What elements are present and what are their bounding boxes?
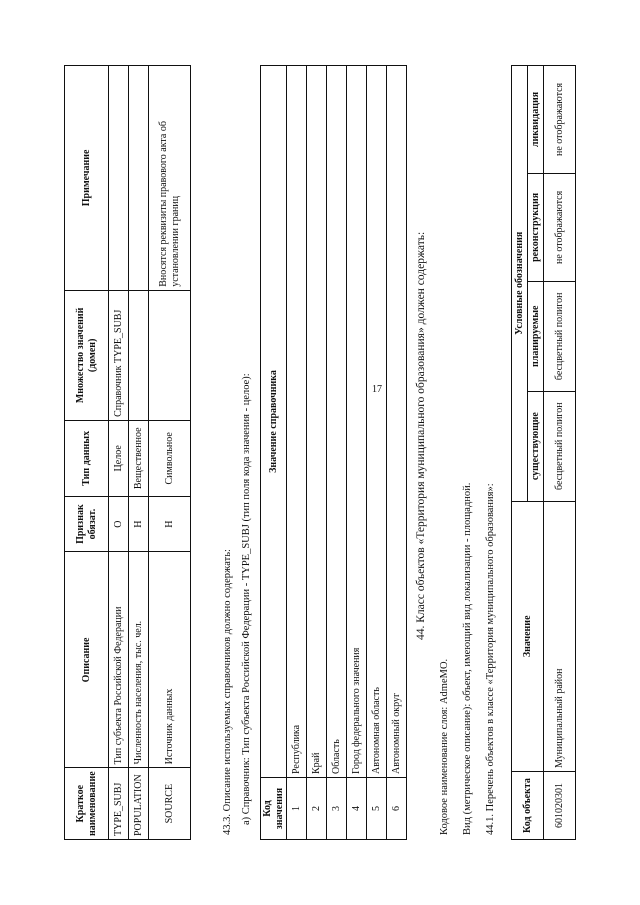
- code-layer-text: Кодовое наименование слоя: AdmeMO.: [439, 658, 450, 835]
- table-cell: Область: [327, 66, 347, 778]
- header-cell: Тип данных: [65, 420, 109, 496]
- table-cell: 601020301: [544, 772, 576, 840]
- header-cell: ликвидация: [528, 66, 544, 174]
- table-cell: Автономный округ: [387, 66, 407, 778]
- reference-table: [260, 65, 407, 840]
- table-cell: Символьное: [149, 420, 191, 496]
- table-cell: Муниципальный район: [544, 501, 576, 771]
- table-cell: Целое: [109, 420, 129, 496]
- header-cell: Примечание: [65, 66, 109, 291]
- geometry-type-text: Вид (метрическое описание): объект, имеющий вид локализации - площадной.: [462, 482, 473, 835]
- header-cell: существующие: [528, 391, 544, 501]
- table-cell: 5: [367, 778, 387, 840]
- section-44-heading: 44. Класс объектов «Территория муниципального образования» должен содержать:: [415, 231, 427, 640]
- table-row: [544, 66, 576, 840]
- table-cell: 3: [327, 778, 347, 840]
- attributes-table: [64, 65, 191, 840]
- table-cell: Край: [307, 66, 327, 778]
- section-44-1: 44.1. Перечень объектов в классе «Территория муниципального образования»:: [485, 483, 496, 835]
- table-cell: 4: [347, 778, 367, 840]
- table-cell: TYPE_SUBJ: [109, 768, 129, 840]
- section-43-3: 43.3. Описание используемых справочников должно содержать:: [222, 549, 233, 835]
- header-cell: Значение: [512, 501, 544, 771]
- table-row: [109, 66, 129, 840]
- rotated-content: [64, 60, 576, 840]
- table-cell: 1: [287, 778, 307, 840]
- reference-header-row: [261, 66, 287, 840]
- reference-a-caption: а) Справочник: Тип субъекта Российской Федерации - TYPE_SUBJ (тип поля кода значения - целое):: [241, 373, 252, 825]
- table-cell: Республика: [287, 66, 307, 778]
- table-cell: не отображаются: [544, 173, 576, 281]
- table-cell: [109, 66, 129, 291]
- table-cell: [149, 290, 191, 420]
- table-cell: Вносятся реквизиты правового акта об установлении границ: [149, 66, 191, 291]
- table-cell: Численность населения, тыс. чел.: [129, 552, 149, 768]
- table-cell: О: [109, 496, 129, 552]
- header-cell: Краткое наименование: [65, 768, 109, 840]
- header-cell: Значение справочника: [261, 66, 287, 778]
- table-cell: Справочник TYPE_SUBJ: [109, 290, 129, 420]
- table-row: [367, 66, 387, 840]
- table-row: [287, 66, 307, 840]
- objects-table: [511, 65, 576, 840]
- table-cell: [129, 290, 149, 420]
- table-cell: Автономная область: [367, 66, 387, 778]
- table-row: [347, 66, 367, 840]
- objects-header-row: [512, 66, 528, 840]
- table-cell: SOURCE: [149, 768, 191, 840]
- header-cell: Код значения: [261, 778, 287, 840]
- header-cell: Описание: [65, 552, 109, 768]
- header-cell: Признак обязат.: [65, 496, 109, 552]
- table-cell: [129, 66, 149, 291]
- table-cell: Вещественное: [129, 420, 149, 496]
- table-cell: бесцветный полигон: [544, 281, 576, 391]
- table-cell: Н: [149, 496, 191, 552]
- table-row: [307, 66, 327, 840]
- header-cell: Код объекта: [512, 772, 544, 840]
- table-row: [129, 66, 149, 840]
- table-cell: Н: [129, 496, 149, 552]
- table-cell: Город федерального значения: [347, 66, 367, 778]
- table-row: [327, 66, 347, 840]
- header-cell: Условные обозначения: [512, 66, 528, 502]
- table-cell: Тип субъекта Российской Федерации: [109, 552, 129, 768]
- table-cell: 2: [307, 778, 327, 840]
- table-row: [149, 66, 191, 840]
- table-cell: POPULATION: [129, 768, 149, 840]
- table-cell: бесцветный полигон: [544, 391, 576, 501]
- header-cell: планируемые: [528, 281, 544, 391]
- header-cell: реконструкция: [528, 173, 544, 281]
- table-cell: не отображаются: [544, 66, 576, 174]
- table-cell: Источник данных: [149, 552, 191, 768]
- table-row: [387, 66, 407, 840]
- table-cell: 6: [387, 778, 407, 840]
- page-number: 17: [372, 384, 382, 395]
- attributes-header-row: [65, 66, 109, 840]
- header-cell: Множество значений (домен): [65, 290, 109, 420]
